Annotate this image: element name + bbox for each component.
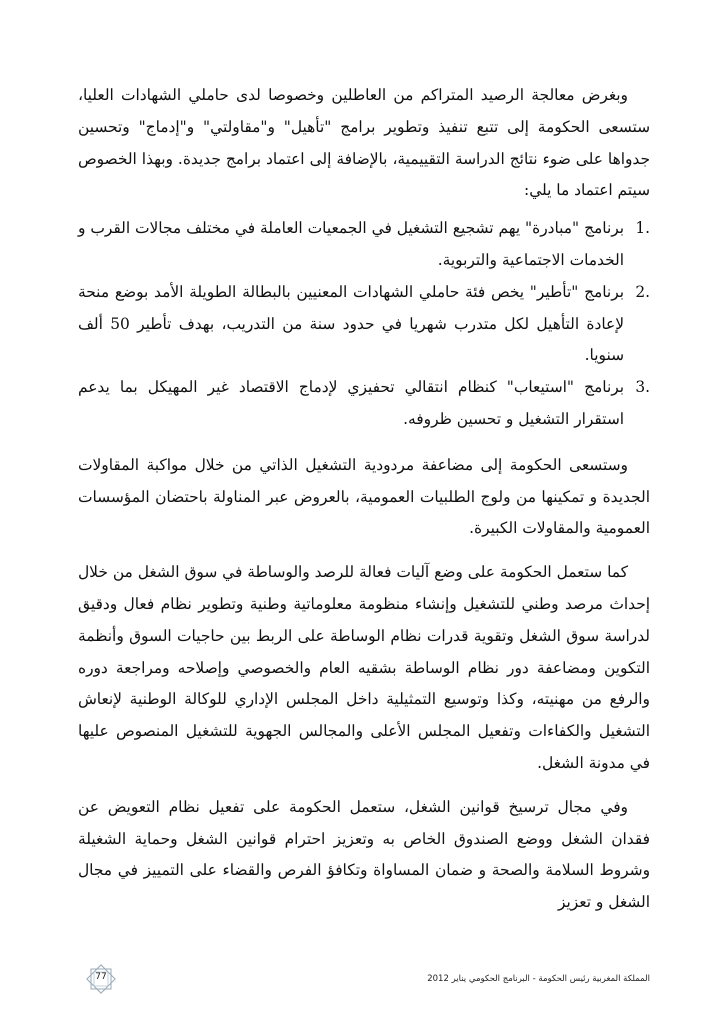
list-item-text: برنامج "مبادرة" يهم تشجيع التشغيل في الجمعيات العاملة في مختلف مجالات القرب و الخدمات الاجتماعية والتربوية. bbox=[78, 219, 624, 269]
paragraph-labor-market-mechanisms: كما ستعمل الحكومة على وضع آليات فعالة للرصد والوساطة في سوق الشغل من خلال إحداث مرصد وطني للتشغيل وإنشاء منظومة معلوماتية وطنية وتطوير نظام فعال ودقيق لدراسة سوق الشغل وتقوية قدرات نظام الوساطة على الربط بين حاجيات السوق وأنظمة التكوين ومضاعفة دور نظام الوساطة بشقيه العام والخصوصي وإصلاحه ومراجعة دوره والرفع من مهنيته، وكذا وتوسيع التمثيلية داخل المجلس الإداري للوكالة الوطنية لإنعاش التشغيل والكفاءات وتفعيل المجلس الأعلى والمجالس الجهوية للتشغيل المنصوص عليها في مدونة الشغل. bbox=[78, 563, 650, 772]
paragraph-labor-laws: وفي مجال ترسيخ قوانين الشغل، ستعمل الحكومة على تفعيل نظام التعويض عن فقدان الشغل ووضع الصندوق الخاص به وتعزيز احترام قوانين الشغل وحماية الشغيلة وشروط السلامة والصحة و ضمان المساواة وتكافؤ الفرص والقضاء على التمييز في مجال الشغل و تعزيز bbox=[78, 797, 650, 912]
document-page bbox=[78, 80, 650, 931]
paragraph-unemployed-graduates: وبغرض معالجة الرصيد المتراكم من العاطلين وخصوصا لدى حاملي الشهادات العليا، ستسعى الحكومة إلى تتبع تنفيذ وتطوير برامج "تأهيل" و"مقاولتي" و"إدماج" وتحسين جدواها على ضوء نتائج الدراسة التقييمية، بالإضافة إلى اعتماد برامج جديدة. وبهذا الخصوص سيتم اعتماد ما يلي: bbox=[78, 86, 650, 200]
list-item bbox=[78, 213, 650, 277]
list-item-text: برنامج "استيعاب" كنظام انتقالي تحفيزي لإدماج الاقتصاد غير المهيكل بما يدعم استقرار التشغيل و تحسين ظروفه. bbox=[78, 378, 624, 428]
list-number: 2. bbox=[635, 282, 650, 301]
list-item bbox=[78, 277, 650, 372]
page-number: 77 bbox=[95, 972, 107, 982]
list-number: 1. bbox=[635, 219, 650, 238]
page-footer bbox=[80, 964, 650, 994]
list-item bbox=[78, 372, 650, 436]
list-number: 3. bbox=[635, 378, 650, 397]
programs-list bbox=[78, 213, 650, 436]
list-item-text: برنامج "تأطير" يخص فئة حاملي الشهادات المعنيين بالبطالة الطويلة الأمد بوضع منحة لإعادة التأهيل لكل متدرب شهريا في حدود سنة من التدريب، بهدف تأطير 50 ألف سنويا. bbox=[78, 282, 624, 365]
footer-caption: المملكة المغربية رئيس الحكومة - البرنامج الحكومي يناير 2012 bbox=[427, 974, 650, 984]
paragraph-self-employment: وستسعى الحكومة إلى مضاعفة مردودية التشغيل الذاتي من خلال مواكبة المقاولات الجديدة و تمكينها من ولوج الطلبيات العمومية، بالعروض عبر المناولة باحتضان المؤسسات العمومية والمقاولات الكبيرة. bbox=[78, 455, 650, 538]
page-number-badge bbox=[86, 964, 116, 994]
